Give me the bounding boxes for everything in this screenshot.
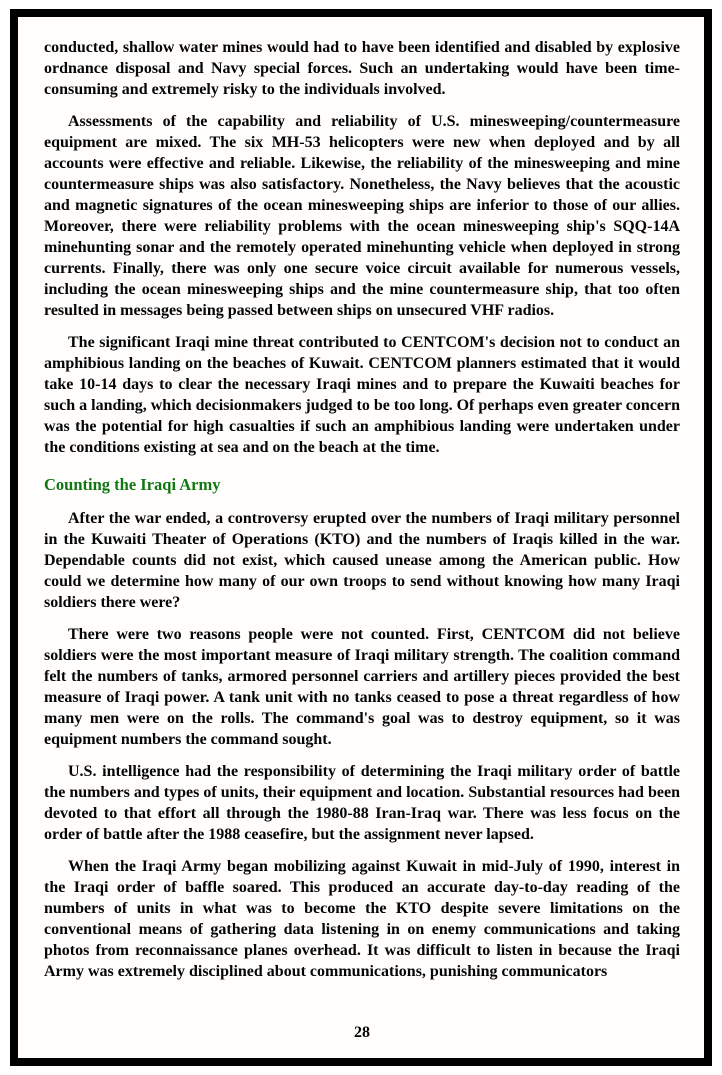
page-border-frame	[10, 9, 712, 1066]
body-paragraph: There were two reasons people were not counted. First, CENTCOM did not believe soldiers were the most important measure of Iraqi military strength. The coalition command felt the numbers of tanks, armored personnel carriers and artillery pieces provided the best measure of Iraqi power. A tank unit with no tanks ceased to pose a threat regardless of how many men were on the rolls. The command's goal was to destroy equipment, so it was equipment numbers the command sought.	[44, 626, 680, 748]
page-body-text	[44, 37, 680, 1018]
body-paragraph: conducted, shallow water mines would had to have been identified and disabled by explosive ordnance disposal and Navy special forces. Such an undertaking would have been time-consuming and extremely risky to the individuals involved.	[44, 39, 680, 98]
body-paragraph: When the Iraqi Army began mobilizing against Kuwait in mid-July of 1990, interest in the Iraqi order of baffle soared. This produced an accurate day-to-day reading of the numbers of units in what was to become the KTO despite severe limitations on the conventional means of gathering data listening in on enemy communications and taking photos from reconnaissance planes overhead. It was difficult to listen in because the Iraqi Army was extremely disciplined about communications, punishing communicators	[44, 858, 680, 980]
body-paragraph: Assessments of the capability and reliability of U.S. minesweeping/countermeasure equipment are mixed. The six MH-53 helicopters were new when deployed and by all accounts were effective and reliable. Likewise, the reliability of the minesweeping and mine countermeasure ships was also satisfactory. Nonetheless, the Navy believes that the acoustic and magnetic signatures of the ocean minesweeping ships are inferior to those of our allies. Moreover, there were reliability problems with the ocean minesweeping ship's SQQ-14A minehunting sonar and the remotely operated minehunting vehicle when deployed in strong currents. Finally, there was only one secure voice circuit available for numerous vessels, including the ocean minesweeping ships and the mine countermeasure ship, that too often resulted in messages being passed between ships on unsecured VHF radios.	[44, 113, 680, 319]
section-heading: Counting the Iraqi Army	[44, 475, 221, 494]
body-paragraph: U.S. intelligence had the responsibility of determining the Iraqi military order of battle the numbers and types of units, their equipment and location. Substantial resources had been devoted to that effort all through the 1980-88 Iran-Iraq war. There was less focus on the order of battle after the 1988 ceasefire, but the assignment never lapsed.	[44, 763, 680, 843]
body-paragraph: The significant Iraqi mine threat contributed to CENTCOM's decision not to conduct an amphibious landing on the beaches of Kuwait. CENTCOM planners estimated that it would take 10-14 days to clear the necessary Iraqi mines and to prepare the Kuwaiti beaches for such a landing, which decisionmakers judged to be too long. Of perhaps even greater concern was the potential for high casualties if such an amphibious landing were undertaken under the conditions existing at sea and on the beach at the time.	[44, 334, 680, 456]
page-number: 28	[354, 1024, 370, 1041]
body-paragraph: After the war ended, a controversy erupted over the numbers of Iraqi military personnel in the Kuwaiti Theater of Operations (KTO) and the numbers of Iraqis killed in the war. Dependable counts did not exist, which caused unease among the American public. How could we determine how many of our own troops to send without knowing how many Iraqi soldiers there were?	[44, 510, 680, 611]
